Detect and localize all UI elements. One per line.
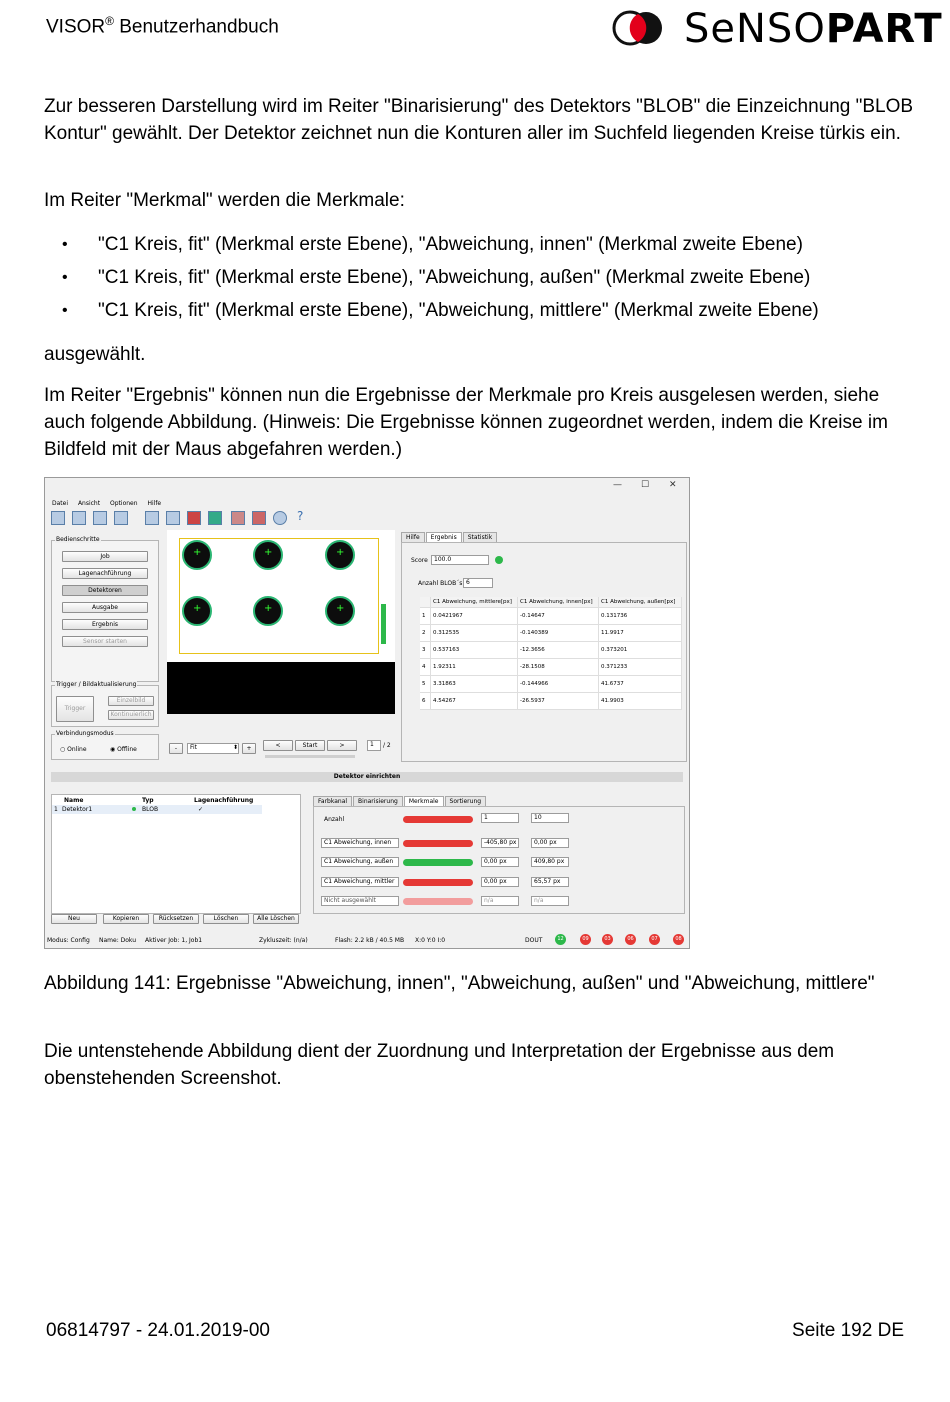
image-view-black [167, 662, 395, 714]
feature-slider[interactable] [403, 859, 473, 866]
feature-min-field[interactable]: 0,00 px [481, 857, 519, 867]
start-button[interactable]: Start [295, 740, 325, 751]
step-output-button[interactable]: Ausgabe [62, 602, 148, 613]
delete-detector-button[interactable]: Löschen [203, 914, 249, 924]
reset-detector-button[interactable]: Rücksetzen [153, 914, 199, 924]
report-icon[interactable] [231, 511, 245, 525]
blob-count-label: Anzahl BLOB´s [418, 580, 463, 587]
copy-detector-button[interactable]: Kopieren [103, 914, 149, 924]
list-item: • "C1 Kreis, fit" (Merkmal erste Ebene), "Abweichung, mittlere" (Merkmal zweite Ebene) [44, 297, 819, 330]
feature-select[interactable]: C1 Abweichung, außen [321, 857, 399, 867]
list-item: • "C1 Kreis, fit" (Merkmal erste Ebene), "Abweichung, außen" (Merkmal zweite Ebene) [44, 264, 819, 297]
blob-circle [182, 596, 212, 626]
selected-paragraph: ausgewählt. [44, 344, 146, 365]
next-button[interactable]: > [327, 740, 357, 751]
close-icon[interactable]: ✕ [669, 480, 677, 490]
tab-help[interactable]: Hilfe [401, 532, 425, 542]
list-item: • "C1 Kreis, fit" (Merkmal erste Ebene), "Abweichung, innen" (Merkmal zweite Ebene) [44, 231, 819, 264]
dout-led-icon: 08 [673, 934, 684, 945]
table-header-row: C1 Abweichung, mittlere[px] C1 Abweichung, innen[px] C1 Abweichung, außen[px] [420, 597, 682, 608]
feature-min-field[interactable]: n/a [481, 896, 519, 906]
continuous-button[interactable]: Kontinuierlich [108, 710, 154, 720]
merkmal-paragraph: Im Reiter "Merkmal" werden die Merkmale: [44, 190, 405, 211]
status-bar: Modus: Config Name: Doku Aktiver Job: 1, Job1 Zykluszeit: (n/a) Flash: 2.2 kB / 40.5 MB X:0 Y:0 I:0 DOUT [47, 937, 543, 944]
blob-count-field: 6 [463, 578, 493, 588]
table-row[interactable]: 1 0.0421967 -0.14647 0.131736 [420, 608, 682, 625]
blob-circle [253, 596, 283, 626]
minimize-icon[interactable]: — [613, 480, 622, 490]
image-view[interactable] [167, 530, 395, 662]
feature-min-field[interactable]: -405,80 px [481, 838, 519, 848]
detector-list: Name Typ Lagenachführung 1 Detektor1 BLOB ✓ [51, 794, 301, 914]
sensor-start-button[interactable]: Sensor starten [62, 636, 148, 647]
page-number: Seite 192 DE [792, 1320, 904, 1341]
online-radio[interactable]: ○ Online [60, 746, 87, 753]
dout-led-icon: 12 [555, 934, 566, 945]
figure-caption: Abbildung 141: Ergebnisse "Abweichung, innen", "Abweichung, außen" und "Abweichung, mittlere" [44, 973, 875, 994]
blob-circle [325, 540, 355, 570]
stop-icon[interactable] [252, 511, 266, 525]
camera-icon[interactable] [166, 511, 180, 525]
offline-radio[interactable]: ◉ Offline [110, 746, 137, 753]
save-icon[interactable] [93, 511, 107, 525]
table-row[interactable]: 6 4.54267 -26.5937 41.9903 [420, 693, 682, 710]
step-result-button[interactable]: Ergebnis [62, 619, 148, 630]
count-min-field[interactable]: 1 [481, 813, 519, 823]
single-image-button[interactable]: Einzelbild [108, 696, 154, 706]
menu-ansicht[interactable]: Ansicht [77, 500, 101, 507]
tab-binarization[interactable]: Binarisierung [353, 796, 403, 806]
feature-max-field[interactable]: 0,00 px [531, 838, 569, 848]
result-table [420, 597, 682, 710]
score-field: 100.0 [431, 555, 489, 565]
trigger-button[interactable]: Trigger [56, 696, 94, 722]
tab-statistics[interactable]: Statistik [463, 532, 497, 542]
manual-title: VISOR® Benutzerhandbuch [46, 14, 279, 38]
frame-slider[interactable] [265, 755, 355, 758]
detector-setup-title: Detektor einrichten [51, 772, 683, 782]
page-total: / 2 [383, 742, 391, 749]
score-label: Score [411, 557, 428, 564]
count-label: Anzahl [324, 816, 345, 823]
maximize-icon[interactable]: ☐ [641, 480, 650, 490]
tab-color-channel[interactable]: Farbkanal [313, 796, 352, 806]
operation-steps-panel: Bedienschritte Job Lagenachführung Detektoren Ausgabe Ergebnis Sensor starten [51, 540, 159, 682]
previous-button[interactable]: < [263, 740, 293, 751]
tab-features[interactable]: Merkmale [404, 796, 444, 806]
step-detectors-button[interactable]: Detektoren [62, 585, 148, 596]
feature-select[interactable]: Nicht ausgewählt [321, 896, 399, 906]
tab-sorting[interactable]: Sortierung [445, 796, 487, 806]
blob-circle [182, 540, 212, 570]
feature-max-field[interactable]: 409,80 px [531, 857, 569, 867]
open-icon[interactable] [72, 511, 86, 525]
menu-hilfe[interactable]: Hilfe [147, 500, 162, 507]
zoom-in-button[interactable]: + [242, 743, 256, 754]
table-row[interactable]: 5 3.31863 -0.144966 41.6737 [420, 676, 682, 693]
feature-max-field[interactable]: 65,57 px [531, 877, 569, 887]
feature-slider[interactable] [403, 840, 473, 847]
level-bar [381, 604, 386, 644]
page-number-input[interactable]: 1 [367, 740, 381, 751]
connection-mode-panel: Verbindungsmodus ○ Online ◉ Offline [51, 734, 159, 760]
feature-slider[interactable] [403, 879, 473, 886]
film-icon[interactable] [145, 511, 159, 525]
document-number: 06814797 - 24.01.2019-00 [46, 1320, 270, 1341]
table-row[interactable]: 3 0.537163 -12.3656 0.373201 [420, 642, 682, 659]
record-icon[interactable] [187, 511, 201, 525]
menu-bar [52, 500, 169, 507]
feature-slider[interactable] [403, 898, 473, 905]
ergebnis-paragraph: Im Reiter "Ergebnis" können nun die Ergebnisse der Merkmale pro Kreis ausgelesen werden, siehe auch folgende Abbildung. (Hinweis: Die Ergebnisse können zugeordnet werden, indem die Kreise im Bildfeld mit der Maus abgefahren werden.) [44, 385, 888, 460]
tab-result[interactable]: Ergebnis [426, 532, 462, 542]
trigger-panel: Trigger / Bildaktualisierung Trigger Einzelbild Kontinuierlich [51, 685, 159, 727]
dout-led-icon: 09 [580, 934, 591, 945]
dout-led-icon: 03 [602, 934, 613, 945]
menu-optionen[interactable]: Optionen [110, 500, 138, 507]
active-dot-icon [132, 807, 136, 811]
feature-list [44, 231, 819, 330]
feature-max-field[interactable]: n/a [531, 896, 569, 906]
dout-led-icon: 06 [625, 934, 636, 945]
status-led-icon [495, 556, 503, 564]
count-slider[interactable] [403, 816, 473, 823]
new-icon[interactable] [51, 511, 65, 525]
step-job-button[interactable]: Job [62, 551, 148, 562]
result-tabs [401, 532, 498, 542]
logo-mark-icon [610, 8, 670, 48]
closing-paragraph: Die untenstehende Abbildung dient der Zuordnung und Interpretation der Ergebnisse aus dem obenstehenden Screenshot. [44, 1041, 835, 1089]
menu-datei[interactable]: Datei [52, 500, 69, 507]
run-icon[interactable] [208, 511, 222, 525]
sensopart-logo: SeNSOPART [610, 8, 905, 48]
zoom-icon[interactable] [273, 511, 287, 525]
delete-all-button[interactable]: Alle Löschen [253, 914, 299, 924]
blob-circle [325, 596, 355, 626]
table-row[interactable]: 4 1.92311 -28.1508 0.371233 [420, 659, 682, 676]
feature-select[interactable]: C1 Abweichung, innen [321, 838, 399, 848]
count-max-field[interactable]: 10 [531, 813, 569, 823]
feature-select[interactable]: C1 Abweichung, mittler [321, 877, 399, 887]
step-position-button[interactable]: Lagenachführung [62, 568, 148, 579]
device-icon[interactable] [114, 511, 128, 525]
table-row[interactable]: 2 0.312535 -0.140389 11.9917 [420, 625, 682, 642]
blob-circle [253, 540, 283, 570]
table-row[interactable]: 1 Detektor1 BLOB ✓ [52, 805, 262, 814]
application-screenshot [44, 477, 690, 949]
feature-tabs [313, 796, 487, 806]
dout-led-icon: 07 [649, 934, 660, 945]
help-icon[interactable]: ? [297, 509, 304, 523]
zoom-select[interactable]: Fit ⬍ [187, 743, 239, 754]
feature-min-field[interactable]: 0,00 px [481, 877, 519, 887]
intro-paragraph: Zur besseren Darstellung wird im Reiter "Binarisierung" des Detektors "BLOB" die Einzeichnung "BLOB Kontur" gewählt. Der Detektor zeichnet nun die Konturen aller im Suchfeld liegenden Kreise türkis ein. [44, 96, 914, 144]
zoom-out-button[interactable]: - [169, 743, 183, 754]
new-detector-button[interactable]: Neu [51, 914, 97, 924]
